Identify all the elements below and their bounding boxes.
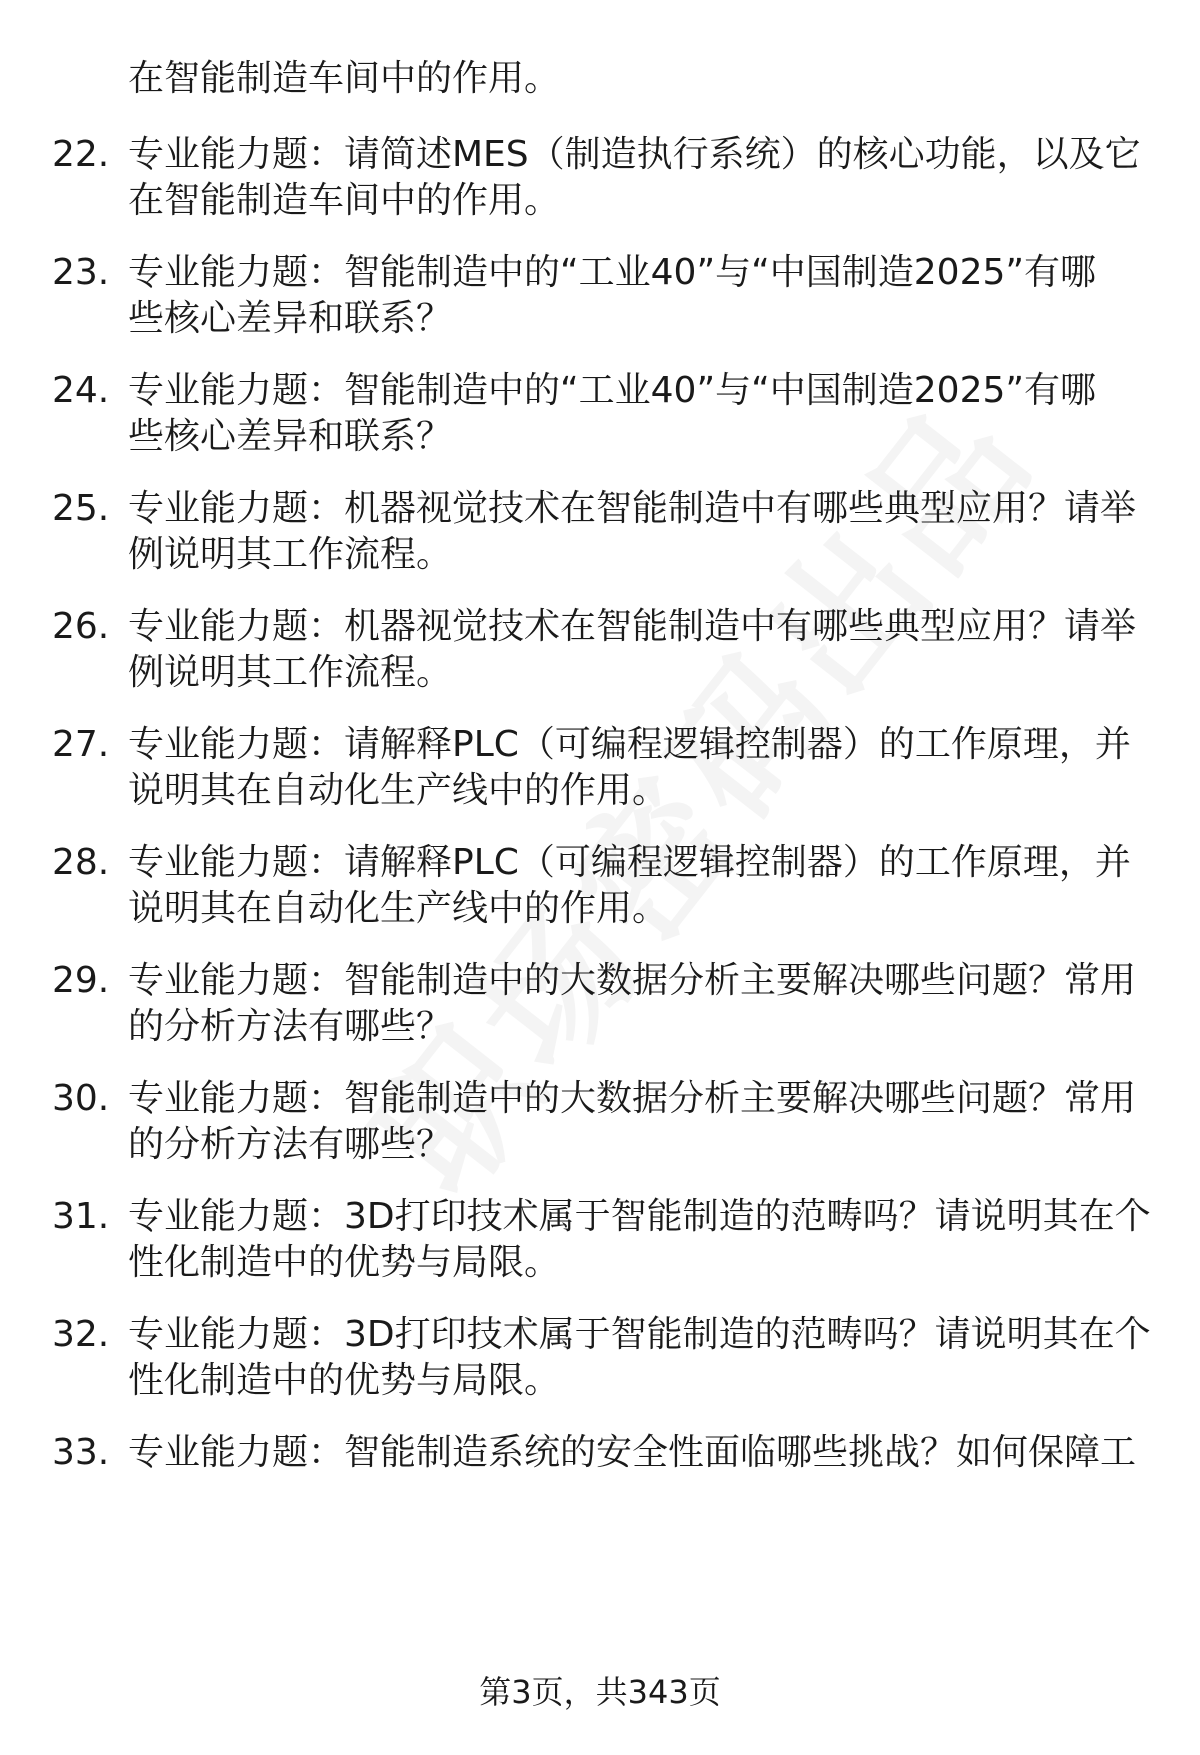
item-text	[128, 486, 1168, 578]
item-text	[128, 722, 1168, 814]
item-line: 专业能力题：智能制造系统的安全性面临哪些挑战？如何保障工	[128, 1432, 1137, 1473]
item-line: 说明其在自动化生产线中的作用。	[128, 888, 669, 929]
continuation-line: 在智能制造车间中的作用。	[128, 58, 561, 99]
item-line: 专业能力题：智能制造中的“工业40”与“中国制造2025”有哪	[128, 370, 1097, 411]
item-number: 32.	[52, 1314, 110, 1355]
item-line: 专业能力题：3D打印技术属于智能制造的范畴吗？请说明其在个	[128, 1314, 1151, 1355]
item-line: 例说明其工作流程。	[128, 534, 453, 575]
list-item-25	[0, 486, 1200, 582]
list-item-29	[0, 958, 1200, 1054]
item-number: 26.	[52, 606, 110, 647]
item-text	[128, 1076, 1168, 1168]
item-line: 些核心差异和联系？	[128, 416, 453, 457]
list-item-23	[0, 250, 1200, 346]
item-number: 25.	[52, 488, 110, 529]
item-line: 专业能力题：请解释PLC（可编程逻辑控制器）的工作原理，并	[128, 842, 1131, 883]
item-line: 专业能力题：3D打印技术属于智能制造的范畴吗？请说明其在个	[128, 1196, 1151, 1237]
item-number: 24.	[52, 370, 110, 411]
item-line: 专业能力题：智能制造中的大数据分析主要解决哪些问题？常用	[128, 1078, 1137, 1119]
item-number: 33.	[52, 1432, 110, 1473]
item-line: 说明其在自动化生产线中的作用。	[128, 770, 669, 811]
item-line: 的分析方法有哪些？	[128, 1124, 453, 1165]
item-line: 专业能力题：机器视觉技术在智能制造中有哪些典型应用？请举	[128, 606, 1137, 647]
item-text	[128, 368, 1168, 460]
item-number: 27.	[52, 724, 110, 765]
item-line: 些核心差异和联系？	[128, 298, 453, 339]
item-line: 性化制造中的优势与局限。	[128, 1242, 561, 1283]
list-item-32	[0, 1312, 1200, 1408]
list-item-30	[0, 1076, 1200, 1172]
item-text	[128, 250, 1168, 342]
item-number: 30.	[52, 1078, 110, 1119]
list-item-33	[0, 1430, 1200, 1526]
item-number: 28.	[52, 842, 110, 883]
item-line: 专业能力题：请解释PLC（可编程逻辑控制器）的工作原理，并	[128, 724, 1131, 765]
item-number: 31.	[52, 1196, 110, 1237]
list-item-31	[0, 1194, 1200, 1290]
item-text	[128, 1430, 1168, 1476]
item-line: 的分析方法有哪些？	[128, 1006, 453, 1047]
list-item-24	[0, 368, 1200, 464]
item-number: 22.	[52, 134, 110, 175]
item-number: 23.	[52, 252, 110, 293]
item-line: 专业能力题：智能制造中的“工业40”与“中国制造2025”有哪	[128, 252, 1097, 293]
item-text	[128, 132, 1168, 224]
list-item-28	[0, 840, 1200, 936]
item-text	[128, 840, 1168, 932]
item-text	[128, 1194, 1168, 1286]
item-line: 专业能力题：智能制造中的大数据分析主要解决哪些问题？常用	[128, 960, 1137, 1001]
item-text	[128, 1312, 1168, 1404]
item-line: 专业能力题：机器视觉技术在智能制造中有哪些典型应用？请举	[128, 488, 1137, 529]
list-item-27	[0, 722, 1200, 818]
item-line: 在智能制造车间中的作用。	[128, 180, 561, 221]
item-text	[128, 958, 1168, 1050]
page-footer: 第3页，共343页	[479, 1673, 721, 1711]
item-line: 性化制造中的优势与局限。	[128, 1360, 561, 1401]
item-number: 29.	[52, 960, 110, 1001]
item-text	[128, 604, 1168, 696]
list-item-22	[0, 132, 1200, 228]
item-line: 例说明其工作流程。	[128, 652, 453, 693]
item-line: 专业能力题：请简述MES（制造执行系统）的核心功能，以及它	[128, 134, 1141, 175]
list-item-26	[0, 604, 1200, 700]
